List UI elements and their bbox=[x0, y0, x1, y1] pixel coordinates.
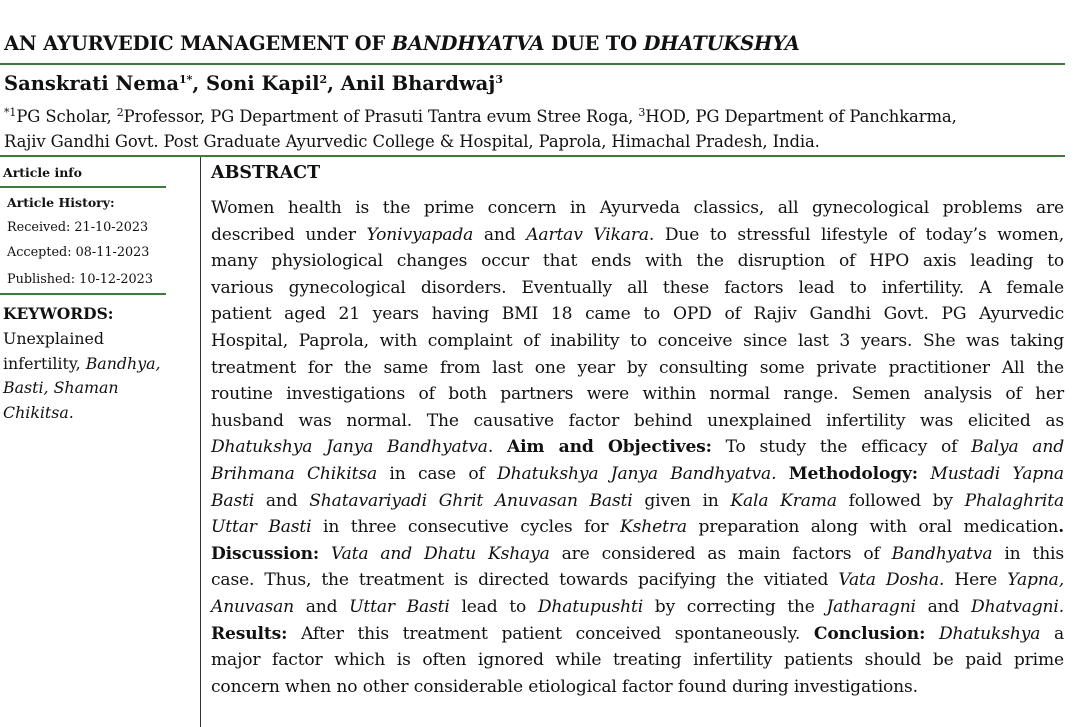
abstract-segment: Anuvasan bbox=[211, 596, 294, 617]
paper-title bbox=[4, 32, 1064, 55]
abstract-segment: followed by bbox=[836, 490, 965, 511]
abstract-line bbox=[211, 461, 1064, 488]
abstract-line bbox=[211, 541, 1064, 568]
abstract-segment: After this treatment patient conceived spontaneously. bbox=[287, 623, 814, 644]
abstract-segment: Here bbox=[944, 570, 1008, 591]
affiliation-rule bbox=[0, 155, 1065, 157]
affiliations bbox=[4, 104, 1069, 154]
abstract-line bbox=[211, 355, 1064, 382]
abstract-line bbox=[211, 301, 1064, 328]
abstract-segment: Basti bbox=[211, 490, 255, 511]
abstract-line bbox=[211, 275, 1064, 302]
abstract-line bbox=[211, 434, 1064, 461]
abstract-segment: Balya and bbox=[971, 437, 1064, 458]
keyword-line: Chikitsa. bbox=[3, 402, 74, 422]
abstract-segment bbox=[918, 464, 930, 484]
abstract-segment: major factor which is often ignored while treating infertility patients should be paid prime bbox=[211, 650, 1064, 671]
abstract-segment: Dhatukshya bbox=[938, 623, 1041, 644]
abstract-line bbox=[211, 328, 1064, 355]
author-mark: 3 bbox=[495, 72, 503, 86]
keyword-line: Basti, Shaman bbox=[3, 378, 119, 397]
accepted-date: Accepted: 08-11-2023 bbox=[7, 245, 150, 260]
keyword-line: infertility, Bandhya, bbox=[3, 353, 161, 373]
aff-mark: 3 bbox=[638, 105, 646, 119]
aff-text: Professor, PG Department of Prasuti Tantra evum Stree Roga, bbox=[123, 107, 639, 126]
abstract-segment: routine investigations of both partners were within normal range. Semen analysis of her bbox=[211, 384, 1064, 405]
abstract-segment: in this bbox=[992, 543, 1064, 564]
title-part: BANDHYATVA bbox=[391, 32, 545, 55]
aff-text: HOD, PG Department of Panchkarma, bbox=[645, 107, 957, 126]
abstract-segment: Aim and Objectives: bbox=[506, 437, 712, 458]
article-history-heading: Article History: bbox=[7, 195, 115, 210]
abstract-segment: in three consecutive cycles for bbox=[311, 517, 621, 538]
abstract-segment: Kala Krama bbox=[730, 490, 837, 511]
title-part: DUE TO bbox=[544, 32, 644, 55]
abstract-line bbox=[211, 408, 1064, 435]
abstract-segment: Brihmana Chikitsa bbox=[211, 463, 378, 484]
received-date: Received: 21-10-2023 bbox=[7, 220, 149, 235]
abstract-heading: ABSTRACT bbox=[211, 163, 321, 183]
column-divider bbox=[200, 157, 201, 727]
abstract-line bbox=[211, 674, 1064, 701]
title-part: AN AYURVEDIC MANAGEMENT OF bbox=[4, 32, 392, 55]
abstract-segment bbox=[319, 544, 331, 564]
abstract-segment: Yapna, bbox=[1007, 570, 1065, 591]
abstract-segment bbox=[776, 464, 788, 484]
abstract-segment: lead to bbox=[449, 596, 538, 617]
abstract-segment: Uttar Basti bbox=[349, 596, 450, 617]
abstract-segment: Bandhyatva bbox=[891, 543, 993, 564]
abstract-segment: Conclusion: bbox=[813, 623, 926, 644]
abstract-segment: To study the efficacy of bbox=[711, 437, 972, 458]
author-list: Sanskrati Nema$^{1*}$, Soni Kapil$^2$, Anil Bhardwaj$^3$ bbox=[4, 72, 503, 95]
abstract-line bbox=[211, 195, 1064, 222]
abstract-segment: are considered as main factors of bbox=[549, 543, 892, 564]
abstract-body bbox=[211, 195, 1064, 700]
abstract-line bbox=[211, 514, 1064, 541]
abstract-segment: given in bbox=[632, 490, 731, 511]
abstract-segment: various gynecological disorders. Eventually all these factors lead to infertility. A female bbox=[211, 277, 1064, 298]
abstract-line bbox=[211, 248, 1064, 275]
abstract-segment: and bbox=[293, 596, 350, 617]
abstract-segment: Results: bbox=[211, 623, 288, 644]
author-mark: 2 bbox=[319, 72, 328, 86]
abstract-segment: husband was normal. The causative factor behind unexplained infertility was elicited as bbox=[211, 410, 1064, 431]
abstract-segment: Methodology: bbox=[788, 463, 918, 484]
abstract-segment: Mustadi Yapna bbox=[930, 463, 1064, 484]
abstract-segment: Aartav Vikara bbox=[526, 224, 649, 245]
abstract-segment: and bbox=[473, 224, 527, 245]
abstract-segment: Yonivyapada bbox=[366, 224, 474, 245]
abstract-segment: many physiological changes occur that ends with the disruption of HPO axis leading to bbox=[211, 251, 1064, 272]
abstract-segment: and bbox=[254, 490, 310, 511]
abstract-segment: Kshetra bbox=[620, 517, 687, 538]
affiliation-line bbox=[4, 104, 1069, 129]
abstract-segment: Dhatukshya Janya Bandhyatva. bbox=[497, 463, 777, 484]
abstract-line bbox=[211, 647, 1064, 674]
aff-text: PG Scholar, bbox=[16, 107, 117, 126]
abstract-segment bbox=[925, 624, 939, 644]
abstract-segment: by correcting the bbox=[643, 596, 827, 617]
abstract-segment: treatment for the same from last one year by consulting some private practitioner All the bbox=[211, 357, 1064, 378]
affiliation-line: Rajiv Gandhi Govt. Post Graduate Ayurvedic College & Hospital, Paprola, Himachal Pradesh, India. bbox=[4, 132, 820, 151]
article-info-rule bbox=[0, 186, 166, 188]
abstract-segment: Hospital, Paprola, with complaint of inability to conceive since last 3 years. She was taking bbox=[211, 330, 1064, 351]
published-date: Published: 10-12-2023 bbox=[7, 272, 153, 287]
aff-mark: 2 bbox=[116, 105, 124, 119]
author-name: Anil Bhardwaj bbox=[340, 72, 496, 95]
author-name: Soni Kapil bbox=[205, 72, 320, 95]
abstract-segment: Discussion: bbox=[211, 543, 320, 564]
abstract-segment: a bbox=[1040, 623, 1065, 644]
abstract-segment: patient aged 21 years having BMI 18 came to OPD of Rajiv Gandhi Govt. PG Ayurvedic bbox=[211, 304, 1064, 325]
abstract-segment: Uttar Basti bbox=[211, 517, 312, 538]
abstract-segment: Shatavariyadi Ghrit Anuvasan Basti bbox=[309, 490, 633, 511]
keyword-line: Unexplained bbox=[3, 329, 105, 348]
abstract-segment: . bbox=[1058, 517, 1064, 538]
abstract-segment: Jatharagni bbox=[826, 596, 916, 617]
abstract-line bbox=[211, 594, 1064, 621]
abstract-segment: Women health is the prime concern in Ayurveda classics, all gynecological problems are bbox=[211, 198, 1064, 218]
abstract-line bbox=[211, 488, 1064, 515]
abstract-segment: . bbox=[487, 437, 507, 458]
abstract-segment: Dhatupushti bbox=[537, 596, 644, 617]
abstract-line bbox=[211, 621, 1064, 648]
abstract-segment: Dhatukshya Janya Bandhyatva bbox=[211, 437, 488, 458]
keywords-list bbox=[3, 327, 193, 425]
abstract-segment: and bbox=[915, 596, 972, 617]
title-part: DHATUKSHYA bbox=[643, 32, 800, 55]
abstract-line bbox=[211, 222, 1064, 249]
aff-mark: *1 bbox=[4, 105, 17, 119]
abstract-segment: in case of bbox=[377, 463, 498, 484]
abstract-segment: Dhatvagni. bbox=[971, 596, 1065, 617]
author-name: Sanskrati Nema bbox=[4, 72, 179, 95]
abstract-segment: preparation along with oral medication bbox=[686, 517, 1059, 538]
abstract-line bbox=[211, 567, 1064, 594]
abstract-segment: Phalaghrita bbox=[964, 490, 1065, 511]
author-mark: 1* bbox=[179, 72, 193, 86]
abstract-segment: Vata and Dhatu Kshaya bbox=[330, 543, 550, 564]
abstract-segment: described under bbox=[211, 224, 367, 245]
abstract-line bbox=[211, 381, 1064, 408]
abstract-segment: Vata Dosha. bbox=[838, 570, 945, 591]
article-info-heading: Article info bbox=[3, 165, 83, 180]
header-rule bbox=[0, 63, 1065, 65]
keywords-heading: KEYWORDS: bbox=[3, 304, 114, 323]
abstract-segment: case. Thus, the treatment is directed towards pacifying the vitiated bbox=[211, 570, 839, 591]
article-history-rule bbox=[0, 293, 166, 295]
abstract-segment: . Due to stressful lifestyle of today’s women, bbox=[648, 224, 1065, 245]
abstract-segment: concern when no other considerable etiological factor found during investigations. bbox=[211, 676, 918, 697]
